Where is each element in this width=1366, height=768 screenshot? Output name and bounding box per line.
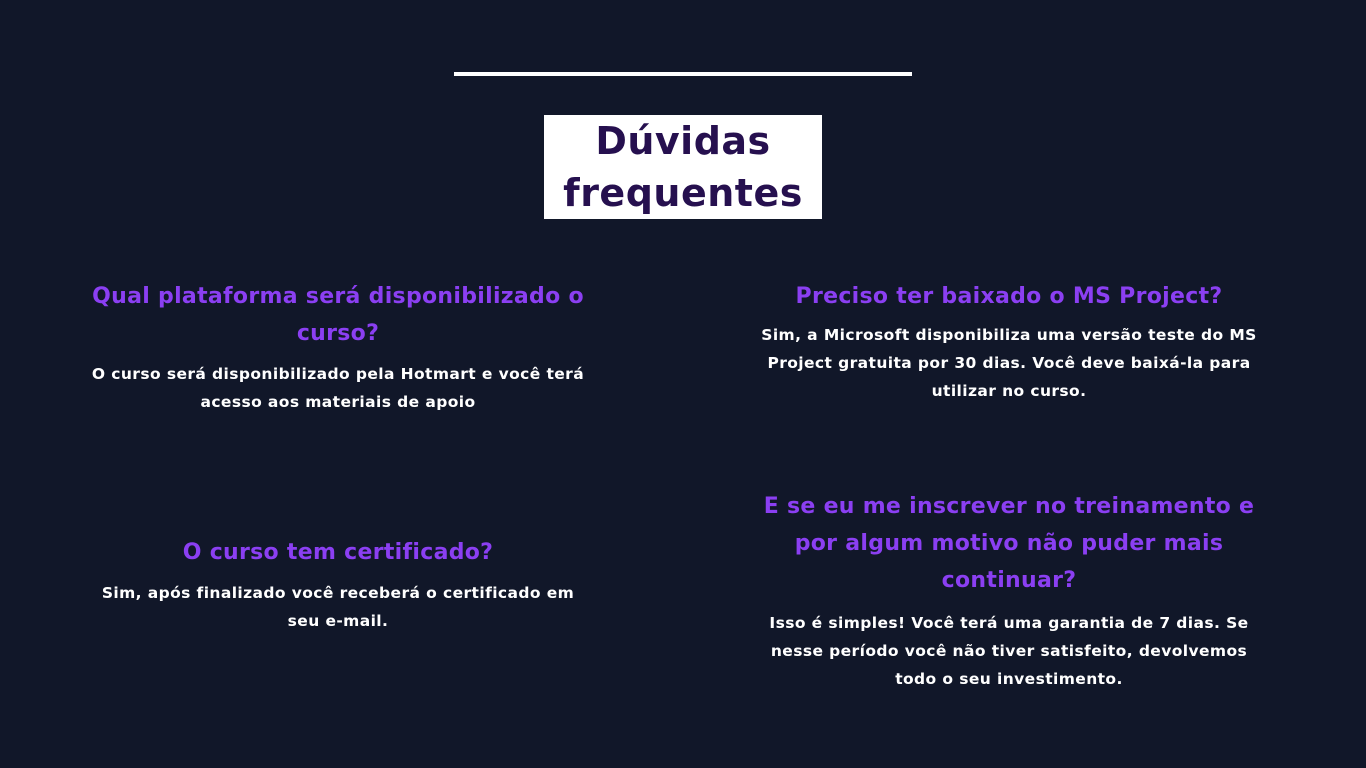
faq-answer: Sim, após finalizado você receberá o certificado em seu e-mail. — [101, 584, 575, 630]
faq-answer: Isso é simples! Você terá uma garantia de 7 dias. Se nesse período você não tiver satisfeito, devolvemos todo o seu investimento. — [769, 614, 1249, 688]
faq-answer: O curso será disponibilizado pela Hotmart e você terá acesso aos materiais de apoio — [91, 365, 585, 411]
faq-item-ms-project — [744, 278, 1274, 405]
faq-question: O curso tem certificado? — [182, 540, 494, 565]
page-title-line-1: Dúvidas — [595, 119, 771, 163]
title-box — [544, 115, 822, 219]
page-title — [563, 115, 803, 219]
header-divider — [454, 72, 912, 76]
faq-item-certificate — [66, 534, 610, 635]
page-title-line-2: frequentes — [563, 171, 803, 215]
faq-question: Qual plataforma será disponibilizado o curso? — [92, 284, 584, 346]
faq-question: Preciso ter baixado o MS Project? — [795, 284, 1223, 309]
faq-item-guarantee — [744, 488, 1274, 693]
faq-answer: Sim, a Microsoft disponibiliza uma versão teste do MS Project gratuita por 30 dias. Você deve baixá-la para utilizar no curso. — [761, 326, 1257, 400]
faq-item-platform — [66, 278, 610, 416]
faq-question: E se eu me inscrever no treinamento e por algum motivo não puder mais continuar? — [763, 494, 1255, 593]
